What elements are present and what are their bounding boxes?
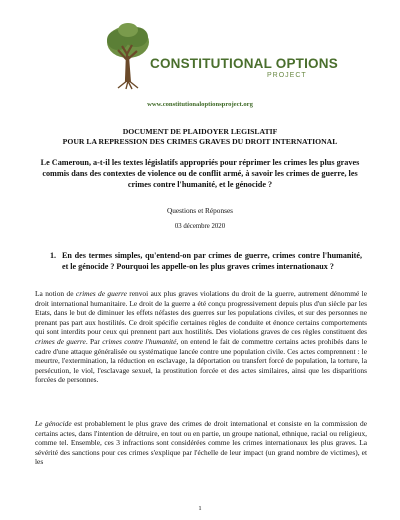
tree-icon bbox=[104, 20, 152, 90]
para1-text-c: renvoi aux plus graves violations du droit de la guerre, autrement dénommé le droit international humanitaire. Le droit de la guerre a été conçu progressivement depuis plus d'un siècle par les Etats, dans le but de diminuer les effets néfastes des guerres sur les populations civiles, et sur des personnes ne prenant pas part aux hostilités. Ce droit spécifie certaines règles de conduite et énonce certains comportements qui sont interdits pour ceux qui prennent part aux hostilités. Des violations graves de ces règles constituent des bbox=[35, 289, 368, 337]
para1-term-war-crimes-2: crimes de guerre bbox=[35, 336, 86, 346]
brand-subtitle: PROJECT bbox=[267, 72, 307, 79]
para1-text-a: La notion de bbox=[35, 289, 76, 298]
para1-term-war-crimes: crimes de guerre bbox=[75, 289, 127, 298]
title-line-2: POUR LA REPRESSION DES CRIMES GRAVES DU DROIT INTERNATIONAL bbox=[62, 137, 338, 146]
logo bbox=[104, 20, 338, 98]
para1-text-e: . Par bbox=[85, 336, 103, 346]
document-title bbox=[40, 127, 360, 147]
paragraph-genocide bbox=[35, 419, 367, 467]
section-heading: En des termes simples, qu'entend-on par crimes de guerre, crimes contre l'humanité, et le génocide ? Pourquoi les appelle-on les plus graves crimes internationaux ? bbox=[62, 251, 362, 271]
main-question: Le Cameroun, a-t-il les textes législatifs appropriés pour réprimer les crimes les plus graves commis dans des contextes de violence ou de conflit armé, à savoir les crimes de guerre, les crimes contre l'humanité, et le génocide ? bbox=[40, 158, 360, 189]
document-date: 03 décembre 2020 bbox=[174, 223, 226, 230]
para1-text-g: , on entend le fait de commettre certains actes prohibés dans le cadre d'une attaque généralisée ou systématique lancée contre une population civile. Ces actes comprennent : le meurtre, l'extermination, la réduction en esclavage, la déportation ou transfert forcé de population, la torture, la persécution, le viol, l'esclavage sexuel, la prostitution forcée et des actes similaires, ainsi que les disparitions forcées de personnes. bbox=[35, 336, 367, 385]
para2-term-genocide: Le génocide bbox=[35, 419, 72, 428]
page-number: 1 bbox=[198, 505, 202, 512]
title-line-1: DOCUMENT DE PLAIDOYER LEGISLATIF bbox=[122, 127, 278, 136]
brand-name: CONSTITUTIONAL OPTIONS bbox=[150, 56, 338, 71]
qa-label: Questions et Réponses bbox=[166, 206, 234, 215]
section-number: 1. bbox=[50, 251, 57, 260]
website-link[interactable]: www.constitutionaloptionsproject.org bbox=[147, 101, 253, 108]
para1-term-crimes-against-humanity: crimes contre l'humanité bbox=[102, 336, 177, 346]
paragraph-definitions bbox=[35, 289, 367, 385]
para2-text-b: est probablement le plus grave des crimes de droit international et consiste en la commission de certains actes, dans l'intention de détruire, en tout ou en partie, un groupe national, ethnique, racial ou religieux, comme tel. Ensemble, ces 3 infractions sont considérées comme les crimes internationaux les plus graves. La sévérité des sanctions pour ces crimes s'explique par l'échelle de leur impact (un grand nombre de victimes), et les bbox=[35, 419, 367, 467]
